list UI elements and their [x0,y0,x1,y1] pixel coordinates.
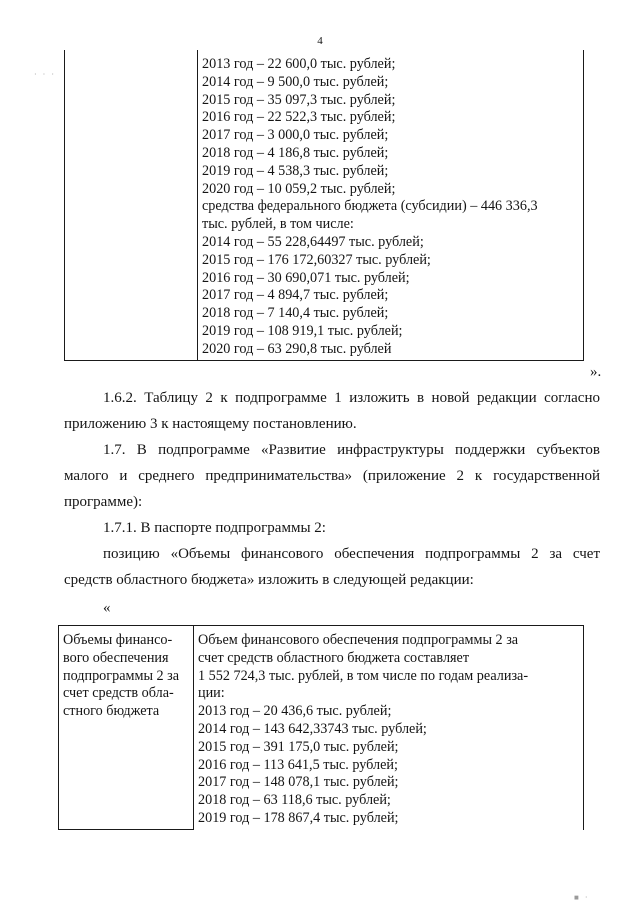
table2-right-line: 2019 год – 178 867,4 тыс. рублей; [198,809,399,826]
scan-mark-top: · · · [34,70,56,79]
table1-line: 2015 год – 176 172,60327 тыс. рублей; [202,251,431,268]
table2-left-line: счет средств обла- [63,685,174,702]
table2-left-line: стного бюджета [63,703,160,720]
table1-left-cell [65,50,198,360]
table1-line: 2019 год – 4 538,3 тыс. рублей; [202,162,389,179]
table2-right-line: 2018 год – 63 118,6 тыс. рублей; [198,792,391,809]
table2-right-line: 1 552 724,3 тыс. рублей, в том числе по годам реализа- [198,667,529,684]
table2-left-line: подпрограммы 2 за [63,667,180,684]
table2-left-line: вого обеспечения [63,649,169,666]
para-1-7-1: 1.7.1. В паспорте подпрограммы 2: [103,520,326,536]
para-1-6-2-line2: приложению 3 к настоящему постановлению. [64,416,357,432]
para-1-7-line1: 1.7. В подпрограмме «Развитие инфраструктуры поддержки субъектов [103,442,600,458]
table1-line: 2020 год – 63 290,8 тыс. рублей [202,340,392,357]
table1-right-cell [198,50,584,360]
financing-table-2 [58,625,584,830]
table2-right-line: ции: [198,685,225,702]
financing-table-1 [64,50,584,361]
table2-right-line: счет средств областного бюджета составляет [198,649,470,666]
page-number: 4 [317,35,323,47]
table2-right-line: 2017 год – 148 078,1 тыс. рублей; [198,774,399,791]
table1-line: 2020 год – 10 059,2 тыс. рублей; [202,180,396,197]
para-position-line2: средств областного бюджета» изложить в следующей редакции: [64,572,474,588]
table2-right-line: Объем финансового обеспечения подпрограммы 2 за [198,632,519,648]
table1-line: 2019 год – 108 919,1 тыс. рублей; [202,322,403,339]
table2-right-line: 2014 год – 143 642,33743 тыс. рублей; [198,720,427,737]
table1-line: тыс. рублей, в том числе: [202,216,354,233]
table1-line: 2018 год – 7 140,4 тыс. рублей; [202,305,389,322]
table1-line: 2013 год – 22 600,0 тыс. рублей; [202,56,396,72]
table2-right-cell [194,626,584,830]
para-position-line1: позицию «Объемы финансового обеспечения подпрограммы 2 за счет [103,546,600,562]
opening-quote: « [103,600,111,616]
scan-mark-bottom: ■ · [574,893,590,902]
table1-line: 2014 год – 9 500,0 тыс. рублей; [202,73,389,90]
table1-line: 2014 год – 55 228,64497 тыс. рублей; [202,233,424,250]
table1-line: 2015 год – 35 097,3 тыс. рублей; [202,91,396,108]
closing-quote: ». [590,364,602,380]
table2-right-line: 2015 год – 391 175,0 тыс. рублей; [198,738,399,755]
table1-line: 2017 год – 3 000,0 тыс. рублей; [202,127,389,144]
para-1-7-line3: программе): [64,494,143,510]
table2-left-cell [59,626,194,830]
table1-line: средства федерального бюджета (субсидии) – 446 336,3 [202,198,538,215]
table2-right-line: 2016 год – 113 641,5 тыс. рублей; [198,756,398,773]
table1-line: 2016 год – 30 690,071 тыс. рублей; [202,269,410,286]
para-1-7-line2: малого и среднего предпринимательства» (приложение 2 к государственной [64,468,600,484]
table1-line: 2018 год – 4 186,8 тыс. рублей; [202,144,389,161]
table1-line: 2016 год – 22 522,3 тыс. рублей; [202,109,396,126]
table2-left-line: Объемы финансо- [63,632,173,648]
table2-right-line: 2013 год – 20 436,6 тыс. рублей; [198,703,392,720]
para-1-6-2-line1: 1.6.2. Таблицу 2 к подпрограмме 1 изложить в новой редакции согласно [103,390,600,406]
table1-line: 2017 год – 4 894,7 тыс. рублей; [202,287,389,304]
